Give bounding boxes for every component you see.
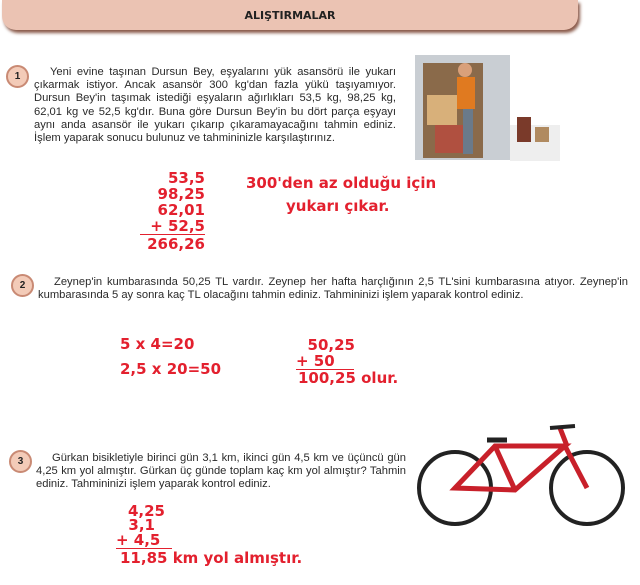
question-number-badge: 3 [9,450,32,473]
q3-addend: + 4,5 [116,532,172,549]
q3-addend: 4,25 [127,502,165,520]
q2-sum-value: 100,25 [298,369,356,387]
q3-sum-value: 11,85 [120,549,168,567]
q2-estimate: 2,5 x 20=50 [120,360,222,378]
section-header [2,0,578,30]
bicycle-illustration [415,418,627,528]
q1-addend: 62,01 [157,201,205,219]
q3-addend: 3,1 [128,516,155,534]
q2-sum [298,370,398,386]
q1-note: 300'den az olduğu için [246,174,437,192]
question-1-text: Yeni evine taşınan Dursun Bey, eşyalarını yük asansörü ile yukarı çıkarmak istiyor. Ancak asansör 300 kg'dan fazla yükü taşıyamıyor. Dursun Bey'in taşımak istediği eşyaların ağırlıkları 53,5 kg, 98,25 kg, 62,01 kg ve 52,5 kg'dır. Buna göre Dursun Bey'in bu dört parça eşyayı aynı anda asansör ile yukarı çıkarıp çıkaramayacağını tahmin ediniz. İşlem yaparak sonucu bulunuz ve tahmininizle karşılaştırınız. [34,66,396,145]
question-3-text: Gürkan bisikletiyle birinci gün 3,1 km, ikinci gün 4,5 km ve üçüncü gün 4,25 km yol almıştır. Gürkan üç günde toplam kaç km yol almıştır? Tahmin ediniz. Tahmininizi işlem yaparak kontrol ediniz. [36,452,406,491]
q1-note: yukarı çıkar. [286,197,390,215]
question-number-badge: 2 [11,274,34,297]
q1-addend: 98,25 [157,185,205,203]
q2-suffix: olur. [361,369,399,387]
q3-suffix: km yol almıştır. [172,549,303,567]
q2-addend: + 50 [296,353,354,370]
section-title: ALIŞTIRMALAR [244,8,336,22]
elevator-illustration [405,55,563,163]
q1-addend: 53,5 [167,169,205,187]
q2-estimate: 5 x 4=20 [120,335,195,353]
question-number-badge: 1 [6,65,29,88]
q1-addend: + 52,5 [140,218,205,235]
q3-sum [120,550,302,566]
question-2-text: Zeynep'in kumbarasında 50,25 TL vardır. Zeynep her hafta harçlığının 2,5 TL'sini kumbarasına atıyor. Zeynep'in kumbarasında 5 ay sonra kaç TL olacağını tahmin ediniz. Tahmininizi işlem yaparak kontrol ediniz. [38,276,628,302]
q1-sum: 266,26 [147,235,205,253]
q2-addend: 50,25 [307,336,355,354]
